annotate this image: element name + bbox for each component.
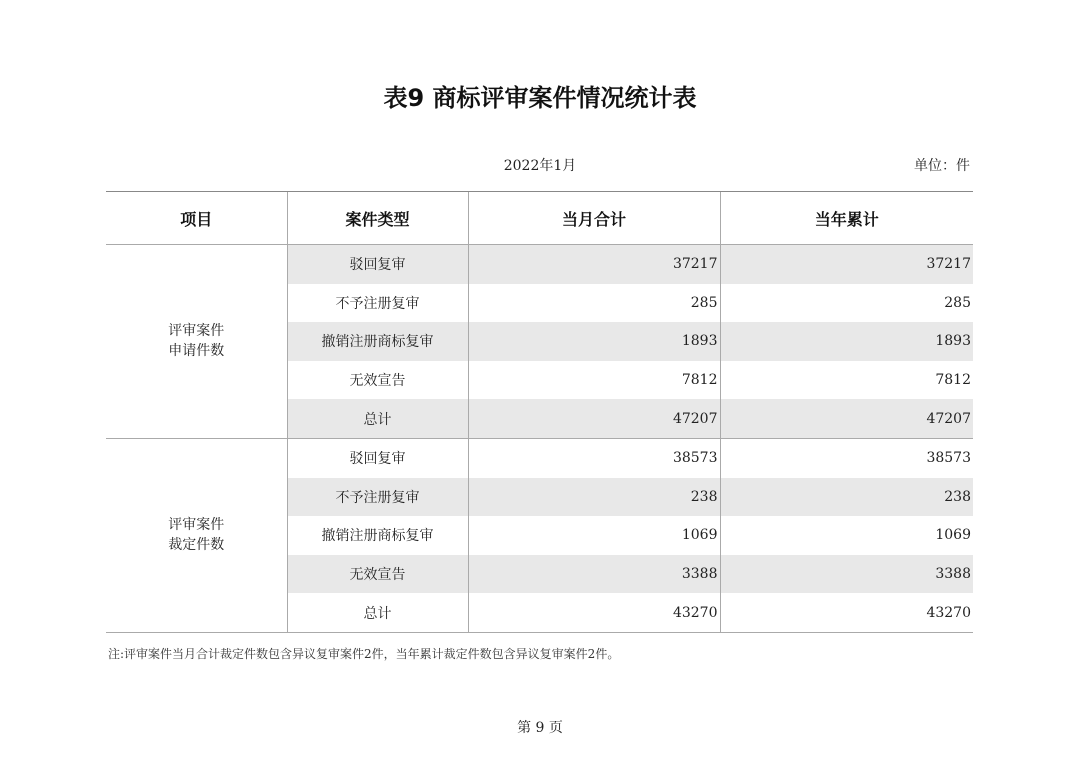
year-total-cell: 1069 [720, 516, 973, 555]
year-total-cell: 43270 [720, 593, 973, 632]
year-total-cell: 1893 [720, 322, 973, 361]
month-total-cell: 43270 [468, 593, 720, 632]
year-total-cell: 238 [720, 478, 973, 517]
month-total-cell: 37217 [468, 245, 720, 284]
year-total-cell: 38573 [720, 438, 973, 477]
group-label-line: 评审案件 [168, 323, 225, 340]
header-year-total: 当年累计 [720, 192, 973, 245]
month-total-cell: 1893 [468, 322, 720, 361]
month-total-cell: 285 [468, 284, 720, 323]
header-case-type: 案件类型 [287, 192, 468, 245]
year-total-cell: 285 [720, 284, 973, 323]
header-month-total: 当月合计 [468, 192, 720, 245]
month-total-cell: 38573 [468, 438, 720, 477]
case-type-cell: 撤销注册商标复审 [287, 322, 468, 361]
month-total-cell: 3388 [468, 555, 720, 594]
table-header-row [106, 192, 973, 245]
unit-label: 单位：件 [914, 158, 970, 174]
case-type-cell: 无效宣告 [287, 555, 468, 594]
table-row [106, 438, 973, 477]
month-total-cell: 7812 [468, 361, 720, 400]
month-total-cell: 238 [468, 478, 720, 517]
group-label-line: 裁定件数 [168, 537, 225, 554]
case-type-cell: 撤销注册商标复审 [287, 516, 468, 555]
month-total-cell: 1069 [468, 516, 720, 555]
case-type-cell: 不予注册复审 [287, 284, 468, 323]
group-label-rulings [106, 438, 287, 632]
case-type-cell: 无效宣告 [287, 361, 468, 400]
page-number: 第 9 页 [517, 720, 563, 736]
year-total-cell: 7812 [720, 361, 973, 400]
year-total-cell: 37217 [720, 245, 973, 284]
year-total-cell: 3388 [720, 555, 973, 594]
page-title: 表9 商标评审案件情况统计表 [383, 84, 697, 112]
case-type-cell: 总计 [287, 399, 468, 438]
case-type-cell: 不予注册复审 [287, 478, 468, 517]
case-type-cell: 驳回复审 [287, 438, 468, 477]
case-type-cell: 驳回复审 [287, 245, 468, 284]
header-item: 项目 [106, 192, 287, 245]
footnote: 注:评审案件当月合计裁定件数包含异议复审案件2件，当年累计裁定件数包含异议复审案件2件。 [108, 647, 620, 661]
report-period: 2022年1月 [503, 158, 577, 174]
group-label-applications [106, 245, 287, 439]
group-label-line: 申请件数 [168, 343, 225, 360]
table-row [106, 245, 973, 284]
case-type-cell: 总计 [287, 593, 468, 632]
statistics-table [106, 191, 973, 633]
month-total-cell: 47207 [468, 399, 720, 438]
group-label-line: 评审案件 [168, 517, 225, 534]
year-total-cell: 47207 [720, 399, 973, 438]
